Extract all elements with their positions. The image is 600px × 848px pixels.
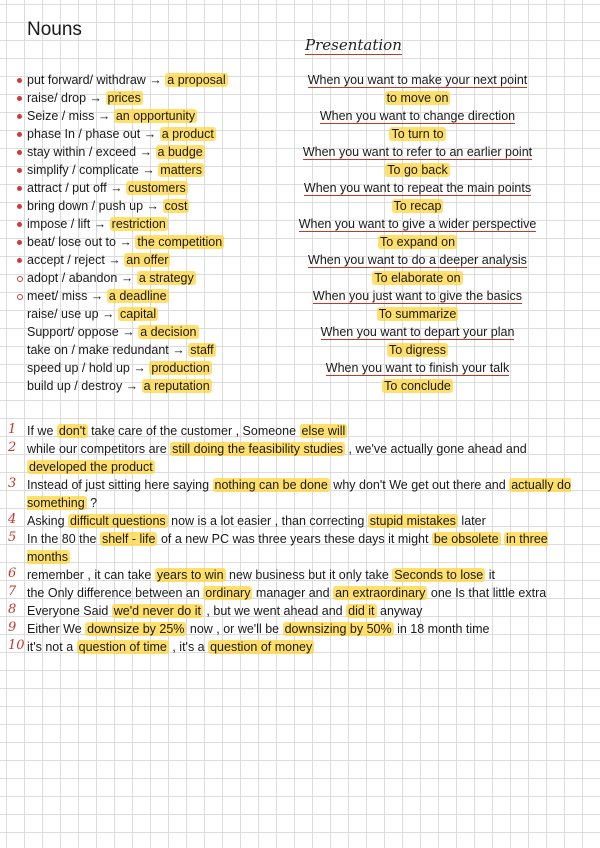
- bullet-icon: [17, 78, 22, 83]
- presentation-context: [285, 215, 550, 233]
- verb-pair: raise/ drop: [27, 91, 87, 105]
- presentation-context: [285, 251, 550, 269]
- example-sentence: [27, 512, 575, 530]
- arrow-icon: →: [94, 109, 114, 123]
- bullet-icon: [17, 258, 22, 263]
- noun-highlight: matters: [160, 163, 202, 177]
- presentation-context: [285, 323, 550, 341]
- verb-pair: adopt / abandon: [27, 271, 118, 285]
- sentence-highlight: shelf - life: [101, 532, 156, 546]
- noun-highlight: capital: [120, 307, 157, 321]
- sentence-text: now , or we'll be: [186, 622, 283, 636]
- noun-highlight: an offer: [126, 253, 169, 267]
- verb-pair: beat/ lose out to: [27, 235, 116, 249]
- sentence-highlight: don't: [58, 424, 86, 438]
- verb-pair: Seize / miss: [27, 109, 95, 123]
- noun-highlight: production: [151, 361, 210, 375]
- arrow-icon: →: [118, 325, 139, 339]
- sentence-text: take care of the customer , Someone: [87, 424, 300, 438]
- presentation-phrase: [285, 341, 550, 359]
- noun-highlight: a reputation: [143, 379, 210, 393]
- context-text: When you want to make your next point: [307, 73, 528, 87]
- presentation-phrase: [285, 125, 550, 143]
- noun-highlight: staff: [190, 343, 214, 357]
- sentence-text: , it's a: [168, 640, 209, 654]
- noun-row: [27, 107, 197, 125]
- verb-pair: bring down / push up: [27, 199, 144, 213]
- sentence-highlight: still doing the feasibility studies: [172, 442, 344, 456]
- sentence-text: , we've actually gone ahead and: [345, 442, 527, 456]
- sentence-highlight: did it: [348, 604, 375, 618]
- sentence-text: while our competitors are: [27, 442, 171, 456]
- sentence-number: 1: [8, 422, 17, 437]
- noun-highlight: cost: [164, 199, 188, 213]
- example-sentence: [27, 566, 575, 584]
- sentence-highlight: developed the product: [29, 460, 153, 474]
- sentence-highlight: stupid mistakes: [369, 514, 456, 528]
- sentence-number: 8: [8, 602, 17, 617]
- sentence-text: one Is that little extra: [427, 586, 547, 600]
- presentation-context: [285, 71, 550, 89]
- arrow-icon: →: [145, 73, 166, 87]
- noun-row: [27, 233, 224, 251]
- noun-row: [27, 71, 228, 89]
- phrase-highlight: To turn to: [391, 127, 444, 141]
- sentence-highlight: Seconds to lose: [394, 568, 484, 582]
- noun-highlight: a product: [161, 127, 214, 141]
- presentation-phrase: [285, 89, 550, 107]
- presentation-phrase: [285, 161, 550, 179]
- noun-row: [27, 215, 168, 233]
- arrow-icon: →: [143, 199, 163, 213]
- noun-highlight: restriction: [111, 217, 166, 231]
- sentence-number: 3: [8, 476, 17, 491]
- presentation-context: [285, 359, 550, 377]
- sentence-text: it's not a: [27, 640, 77, 654]
- example-sentence: [27, 476, 575, 512]
- context-text: When you want to repeat the main points: [303, 181, 532, 195]
- noun-row: [27, 269, 196, 287]
- phrase-highlight: To conclude: [384, 379, 451, 393]
- presentation-context: [285, 179, 550, 197]
- example-sentence: [27, 530, 575, 566]
- verb-pair: speed up / hold up: [27, 361, 130, 375]
- phrase-highlight: To summarize: [378, 307, 457, 321]
- sentence-highlight: be obsolete: [433, 532, 499, 546]
- sentence-text: Asking: [27, 514, 68, 528]
- bullet-icon: [17, 168, 22, 173]
- context-text: When you want to give a wider perspective: [298, 217, 537, 231]
- arrow-icon: →: [90, 217, 110, 231]
- sentence-highlight: in three months: [27, 532, 548, 564]
- bullet-icon: [17, 186, 22, 191]
- example-sentence: [27, 602, 575, 620]
- sentence-highlight: actually do something: [27, 478, 571, 510]
- verb-pair: take on / make redundant: [27, 343, 169, 357]
- context-text: When you want to do a deeper analysis: [308, 253, 527, 267]
- noun-row: [27, 287, 169, 305]
- sentence-text: manager and: [252, 586, 334, 600]
- sentence-text: of a new PC was three years these days it might: [157, 532, 432, 546]
- sentence-text: why don't We get out there and: [329, 478, 510, 492]
- verb-pair: accept / reject: [27, 253, 105, 267]
- verb-pair: stay within / exceed: [27, 145, 137, 159]
- example-sentence: [27, 584, 575, 602]
- sentence-highlight: downsize by 25%: [87, 622, 185, 636]
- sentence-highlight: else will: [301, 424, 346, 438]
- example-sentence: [27, 638, 575, 656]
- bullet-icon: [17, 132, 22, 137]
- context-text: When you want to change direction: [319, 109, 516, 123]
- sentence-highlight: an extraordinary: [335, 586, 426, 600]
- sentence-highlight: ordinary: [205, 586, 251, 600]
- presentation-phrase: [285, 233, 550, 251]
- verb-pair: put forward/ withdraw: [27, 73, 146, 87]
- sentence-text: now is a lot easier , than correcting: [167, 514, 368, 528]
- presentation-heading: Presentation: [305, 36, 402, 54]
- verb-pair: impose / lift: [27, 217, 91, 231]
- sentence-text: it: [485, 568, 495, 582]
- noun-row: [27, 251, 170, 269]
- sentence-text: If we: [27, 424, 57, 438]
- noun-row: [27, 197, 189, 215]
- noun-highlight: the competition: [137, 235, 223, 249]
- arrow-icon: →: [138, 163, 159, 177]
- arrow-icon: →: [98, 307, 119, 321]
- arrow-icon: →: [104, 253, 125, 267]
- arrow-icon: →: [87, 289, 107, 303]
- noun-highlight: a deadline: [108, 289, 167, 303]
- noun-highlight: a proposal: [167, 73, 226, 87]
- example-sentence: [27, 620, 575, 638]
- noun-row: [27, 341, 216, 359]
- phrase-highlight: To recap: [393, 199, 442, 213]
- noun-highlight: a decision: [140, 325, 197, 339]
- sentence-number: 10: [8, 638, 25, 653]
- bullet-icon: [17, 222, 22, 227]
- bullet-icon: [17, 240, 22, 245]
- arrow-icon: →: [117, 271, 137, 285]
- sentence-text: new business but it only take: [225, 568, 393, 582]
- noun-row: [27, 161, 204, 179]
- phrase-highlight: To expand on: [379, 235, 456, 249]
- sentence-text: later: [457, 514, 486, 528]
- sentence-text: remember , it can take: [27, 568, 155, 582]
- bullet-icon: [17, 150, 22, 155]
- verb-pair: attract / put off: [27, 181, 107, 195]
- noun-row: [27, 377, 212, 395]
- noun-row: [27, 143, 205, 161]
- example-sentence: [27, 440, 575, 476]
- arrow-icon: →: [168, 343, 189, 357]
- noun-row: [27, 179, 188, 197]
- presentation-phrase: [285, 269, 550, 287]
- bullet-icon: [17, 294, 23, 300]
- arrow-icon: →: [122, 379, 142, 393]
- arrow-icon: →: [136, 145, 156, 159]
- sentence-number: 7: [8, 584, 17, 599]
- verb-pair: meet/ miss: [27, 289, 88, 303]
- presentation-context: [285, 107, 550, 125]
- arrow-icon: →: [140, 127, 160, 141]
- noun-highlight: a strategy: [138, 271, 194, 285]
- sentence-text: Everyone Said: [27, 604, 112, 618]
- noun-row: [27, 359, 212, 377]
- arrow-icon: →: [86, 91, 106, 105]
- sentence-number: 2: [8, 440, 17, 455]
- page-title: Nouns: [27, 19, 82, 40]
- bullet-icon: [17, 276, 23, 282]
- presentation-phrase: [285, 197, 550, 215]
- sentence-text: Instead of just sitting here saying: [27, 478, 213, 492]
- sentence-text: ?: [86, 496, 98, 510]
- arrow-icon: →: [106, 181, 127, 195]
- presentation-context: [285, 143, 550, 161]
- sentence-highlight: question of time: [78, 640, 167, 654]
- context-text: When you just want to give the basics: [312, 289, 523, 303]
- noun-row: [27, 89, 143, 107]
- noun-row: [27, 125, 216, 143]
- noun-highlight: an opportunity: [115, 109, 196, 123]
- noun-row: [27, 323, 199, 341]
- noun-highlight: a budge: [157, 145, 203, 159]
- sentence-highlight: question of money: [210, 640, 313, 654]
- sentence-highlight: years to win: [156, 568, 224, 582]
- phrase-highlight: To digress: [389, 343, 446, 357]
- presentation-context: [285, 287, 550, 305]
- example-sentence: [27, 422, 575, 440]
- phrase-highlight: To elaborate on: [374, 271, 461, 285]
- sentence-highlight: nothing can be done: [214, 478, 328, 492]
- sentence-text: in 18 month time: [393, 622, 490, 636]
- phrase-highlight: to move on: [386, 91, 449, 105]
- sentence-text: Either We: [27, 622, 86, 636]
- context-text: When you want to depart your plan: [320, 325, 515, 339]
- verb-pair: simplify / complicate: [27, 163, 139, 177]
- verb-pair: Support/ oppose: [27, 325, 119, 339]
- verb-pair: raise/ use up: [27, 307, 99, 321]
- presentation-phrase: [285, 377, 550, 395]
- arrow-icon: →: [129, 361, 150, 375]
- bullet-icon: [17, 96, 22, 101]
- bullet-icon: [17, 114, 22, 119]
- context-text: When you want to finish your talk: [325, 361, 510, 375]
- context-text: When you want to refer to an earlier point: [302, 145, 533, 159]
- sentence-number: 9: [8, 620, 17, 635]
- noun-highlight: prices: [107, 91, 141, 105]
- presentation-phrase: [285, 305, 550, 323]
- verb-pair: phase In / phase out: [27, 127, 141, 141]
- sentence-highlight: we'd never do it: [113, 604, 201, 618]
- sentence-text: the Only difference between an: [27, 586, 204, 600]
- verb-pair: build up / destroy: [27, 379, 123, 393]
- noun-row: [27, 305, 158, 323]
- sentence-number: 6: [8, 566, 17, 581]
- sentence-highlight: downsizing by 50%: [284, 622, 392, 636]
- sentence-number: 5: [8, 530, 17, 545]
- sentence-number: 4: [8, 512, 17, 527]
- sentence-text: In the 80 the: [27, 532, 100, 546]
- arrow-icon: →: [115, 235, 136, 249]
- sentence-text: , but we went ahead and: [202, 604, 347, 618]
- sentence-text: anyway: [376, 604, 423, 618]
- bullet-icon: [17, 204, 22, 209]
- sentence-highlight: difficult questions: [70, 514, 166, 528]
- noun-highlight: customers: [128, 181, 186, 195]
- phrase-highlight: To go back: [387, 163, 448, 177]
